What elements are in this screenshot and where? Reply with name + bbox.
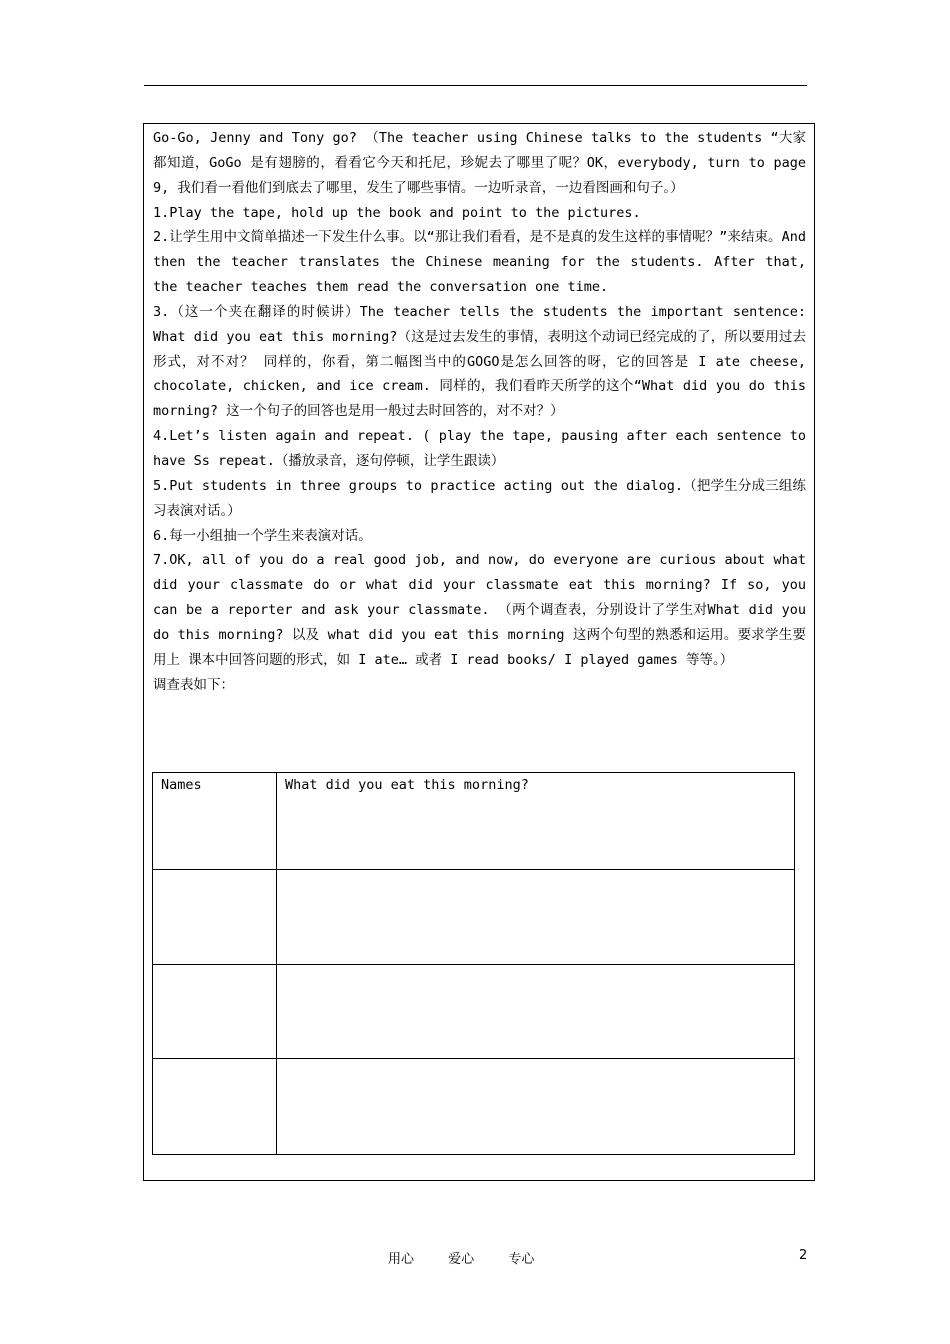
survey-caption: 调查表如下： [153, 676, 234, 693]
footer-motto [388, 1248, 564, 1267]
table-row [153, 870, 795, 965]
answer-cell [277, 1059, 795, 1155]
motto-word: 爱心 [448, 1252, 475, 1267]
paragraph-intro: Go-Go, Jenny and Tony go? （The teacher using Chinese talks to the students “大家都知道，GoGo 是有翅膀的，看看它今天和托尼，珍妮去了哪里了呢？OK，everybody, turn to page 9, 我们看一看他们到底去了哪里，发生了哪些事情。一边听录音，一边看图画和句子。） [153, 130, 806, 196]
paragraph-step-5: 5.Put students in three groups to practice acting out the dialog.（把学生分成三组练习表演对话。） [153, 477, 806, 519]
paragraph-step-3: 3.（这一个夹在翻译的时候讲）The teacher tells the students the important sentence: What did you eat this morning?（这是过去发生的事情，表明这个动词已经完成的了，所以要用过去形式，对不对？ 同样的，你看，第二幅图当中的GOGO是怎么回答的呀，它的回答是 I ate cheese, chocolate, chicken, and ice cream. 同样的，我们看昨天所学的这个“What did you do this morning? 这一个句子的回答也是用一般过去时回答的，对不对？） [153, 303, 806, 420]
paragraph-step-4: 4.Let’s listen again and repeat. ( play the tape, pausing after each sentence to have Ss repeat.（播放录音，逐句停顿，让学生跟读） [153, 428, 806, 469]
name-cell [153, 965, 277, 1059]
name-cell [153, 870, 277, 965]
answer-cell [277, 965, 795, 1059]
paragraph-step-2: 2.让学生用中文简单描述一下发生什么事。以“那让我们看看，是不是真的发生这样的事情呢？”来结束。And then the teacher translates the Chinese meaning for the students. After that, the teacher teaches them read the conversation one time. [153, 229, 806, 296]
header-rule [144, 85, 807, 86]
paragraph-step-1: 1.Play the tape, hold up the book and point to the pictures. [153, 204, 641, 221]
survey-table [152, 772, 795, 1155]
names-header-cell: Names [153, 773, 277, 870]
page-number: 2 [799, 1248, 808, 1263]
question-header-cell: What did you eat this morning? [277, 773, 795, 870]
table-row [153, 1059, 795, 1155]
paragraph-step-7: 7.OK, all of you do a real good job, and now, do everyone are curious about what did your classmate do or what did your classmate eat this morning? If so, you can be a reporter and ask your classmate. （两个调查表，分别设计了学生对What did you do this morning? 以及 what did you eat this morning 这两个句型的熟悉和运用。要求学生要用上 课本中回答问题的形式，如 I ate… 或者 I read books/ I played games 等等。） [153, 552, 806, 668]
answer-cell [277, 870, 795, 965]
motto-word: 用心 [388, 1252, 415, 1267]
paragraph-step-6: 6.每一小组抽一个学生来表演对话。 [153, 527, 372, 544]
table-row [153, 965, 795, 1059]
motto-word: 专心 [508, 1252, 535, 1267]
lesson-content [153, 126, 806, 697]
name-cell [153, 1059, 277, 1155]
table-row [153, 773, 795, 870]
